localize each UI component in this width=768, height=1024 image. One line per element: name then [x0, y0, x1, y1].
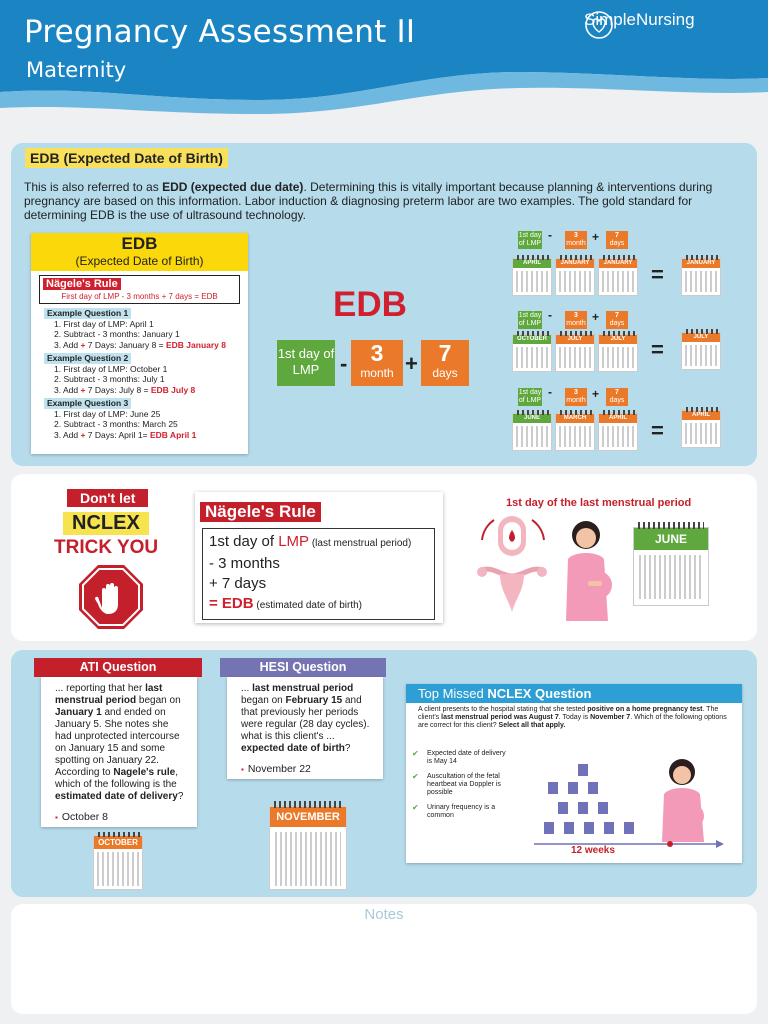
calendar-month: OCTOBER	[94, 836, 142, 849]
dont-let-label: Don't let	[67, 489, 148, 507]
formula-lmp-box: 1st day of LMP	[277, 340, 335, 386]
timeline-arrow	[534, 836, 724, 852]
example-question-1	[44, 308, 248, 350]
calendar	[512, 334, 552, 372]
formula-plus: +	[405, 351, 418, 376]
october-calendar	[93, 835, 143, 890]
calendar-result	[681, 258, 721, 296]
november-calendar	[269, 806, 347, 890]
ati-question-box	[41, 677, 197, 827]
example-line	[54, 430, 248, 441]
q-bold: November 7	[590, 714, 631, 721]
mini-three-num: 3	[574, 232, 578, 239]
q-bold: positive on a home pregnancy test	[587, 706, 703, 713]
formula-days-box	[421, 340, 469, 386]
q-text: ...	[241, 683, 253, 694]
mini-lmp: 1st day of LMP	[518, 312, 542, 327]
mini-three-num: 3	[574, 312, 578, 319]
option-item: ✔ Auscultation of the fetal heartbeat via Doppler is possible	[412, 773, 512, 797]
q-text: ... reporting that her	[55, 683, 146, 694]
page-subtitle: Maternity	[26, 58, 127, 82]
mini-three	[565, 388, 587, 406]
page-title: Pregnancy Assessment II	[24, 14, 416, 50]
top-missed-question	[406, 703, 742, 733]
edb-card-header	[31, 233, 248, 271]
example-text: 7 Days: January 8 =	[85, 339, 166, 350]
rule-line-3: + 7 days	[209, 575, 267, 592]
calendar-month: JULY	[682, 333, 720, 342]
rule-line-1	[209, 532, 428, 554]
rule-note: (estimated date of birth)	[253, 600, 362, 611]
q-text: and that previously her periods were regular (28 day cycles). what is this client's ...	[241, 695, 370, 742]
rule-text: 1st day of	[209, 533, 279, 550]
calendar-month: JUNE	[513, 414, 551, 423]
example-answer: EDB July 8	[150, 384, 196, 395]
ati-question-text	[55, 683, 185, 803]
intro-pre: This is also referred to as	[24, 180, 163, 194]
mini-three	[565, 311, 587, 329]
mini-month: month	[566, 320, 586, 327]
q-bold: estimated date of delivery	[55, 791, 178, 802]
mini-month: month	[566, 397, 586, 404]
q-bold: last menstrual period	[55, 683, 163, 706]
brand-logo	[584, 10, 695, 30]
nagele-rule-title: Nägele's Rule	[43, 278, 121, 290]
stop-hand-icon	[78, 564, 144, 630]
formula-minus: -	[340, 351, 348, 376]
q-text: began on	[136, 695, 181, 706]
calendar-month: NOVEMBER	[270, 807, 346, 827]
mini-minus: -	[548, 308, 552, 322]
mini-minus: -	[548, 228, 552, 242]
mini-seven-num: 7	[615, 389, 619, 396]
example-answer: EDB April 1	[149, 429, 197, 440]
ati-answer: ▪ October 8	[55, 811, 185, 824]
calendar-month: JANUARY	[682, 259, 720, 268]
calendar-month: APRIL	[513, 259, 551, 268]
calendar-result	[681, 410, 721, 448]
rule-edb: = EDB	[209, 595, 254, 612]
edb-formula-title: EDB	[333, 285, 407, 324]
example-text: 3. Add	[54, 429, 81, 440]
calendar	[598, 258, 638, 296]
nagele-rule-formula: First day of LMP - 3 months + 7 days = EDB	[61, 292, 218, 301]
example-line: 1. First day of LMP: April 1	[54, 318, 154, 329]
pregnant-woman-icon	[654, 752, 714, 844]
example-text: 3. Add	[54, 384, 81, 395]
formula-seven: 7	[438, 340, 452, 366]
pad-uterus-icon	[474, 512, 554, 624]
calendar-result	[681, 332, 721, 370]
edb-section-tag: EDB (Expected Date of Birth)	[25, 148, 228, 168]
mini-three	[565, 231, 587, 249]
q-text: . Which of the following options are correct for this client?	[418, 714, 727, 729]
example-label: Example Question 2	[44, 353, 131, 364]
calendar	[598, 413, 638, 451]
q-text: began on	[241, 695, 286, 706]
example-line	[54, 385, 248, 396]
example-question-3	[44, 398, 248, 440]
rule-lmp: LMP	[278, 533, 310, 550]
mini-seven	[606, 231, 628, 249]
mini-plus: +	[592, 230, 600, 244]
top-header-pre: Top Missed	[418, 686, 488, 701]
equals-sign: =	[651, 418, 664, 443]
q-bold: Select all that apply.	[498, 722, 566, 729]
trick-you-label: TRICK YOU	[54, 537, 159, 558]
example-text: 3. Add	[54, 339, 81, 350]
rule-note: (last menstrual period)	[309, 538, 412, 549]
intro-bold: EDD (expected due date)	[162, 180, 304, 194]
intro-post: . Determining this is vitally important because planning & interventions during pregnancy are based on this information. Labor induction & diagnosing preterm labor are two examples. The gold standard for determining EDB is the use of ultrasound technology.	[24, 180, 713, 222]
q-text: ?	[177, 791, 184, 802]
header	[0, 0, 768, 130]
edb-card-title: EDB	[121, 234, 158, 253]
q-bold: Nagele's rule	[113, 767, 176, 778]
calendar	[555, 258, 595, 296]
twelve-weeks-label: 12 weeks	[571, 845, 615, 856]
example-line	[54, 340, 248, 351]
calendar-month: MARCH	[556, 414, 594, 423]
example-text: 7 Days: July 8 =	[85, 384, 151, 395]
top-missed-nclex-card	[406, 684, 742, 863]
edb-intro-text	[24, 180, 744, 222]
mini-days: days	[609, 397, 625, 404]
mini-seven-num: 7	[615, 312, 619, 319]
nclex-label: NCLEX	[63, 512, 149, 535]
calendar-month: JUNE	[634, 528, 708, 550]
equals-sign: =	[651, 262, 664, 287]
q-bold: last menstrual period	[252, 683, 354, 694]
example-question-2	[44, 353, 248, 395]
calendar-month: JANUARY	[599, 259, 637, 268]
mini-days: days	[609, 320, 625, 327]
q-text: A client presents to the hospital stating that she tested	[418, 706, 588, 713]
edb-card	[31, 233, 248, 454]
plus-sign: +	[80, 384, 86, 395]
calendar-month: APRIL	[682, 411, 720, 420]
hesi-question-box	[227, 677, 383, 779]
nagele-rule-box	[39, 275, 240, 304]
heart-logo-icon	[584, 10, 614, 40]
top-header-bold: NCLEX Question	[487, 686, 592, 701]
example-label: Example Question 3	[44, 398, 131, 409]
q-bold: February 15	[285, 695, 343, 706]
mini-plus: +	[592, 310, 600, 324]
hesi-answer: ▪ November 22	[241, 763, 371, 776]
mini-plus: +	[592, 387, 600, 401]
example-line: 2. Subtract - 3 months: January 1	[54, 329, 180, 339]
option-item: ✔ Expected date of delivery is May 14	[412, 750, 512, 766]
calendar	[555, 334, 595, 372]
calendar	[512, 413, 552, 451]
example-line: 2. Subtract - 3 months: July 1	[54, 374, 165, 384]
brand-name: SimpleNursing	[584, 10, 695, 29]
example-answer: EDB January 8	[166, 339, 226, 350]
option-item: ✔ Urinary frequency is a common	[412, 804, 512, 820]
june-calendar	[633, 527, 709, 606]
top-missed-options	[412, 750, 512, 827]
ati-question-header: ATI Question	[34, 658, 202, 677]
calendar-month: OCTOBER	[513, 335, 551, 344]
rule-line-2: - 3 months	[209, 555, 280, 572]
calendar-month: APRIL	[599, 414, 637, 423]
notes-label: Notes	[364, 906, 404, 923]
calendar-month: JANUARY	[556, 259, 594, 268]
q-text: and ended on January 5. She notes she had unprotected intercourse on January 15 and some spotting on January 22. According to	[55, 707, 180, 778]
calendar-month: JULY	[556, 335, 594, 344]
q-text: . Today is	[558, 714, 591, 721]
mini-seven	[606, 388, 628, 406]
example-line: 1. First day of LMP: October 1	[54, 363, 168, 374]
formula-days: days	[432, 366, 458, 380]
rule-line-4	[209, 594, 428, 616]
nagele-rule-card	[195, 492, 443, 623]
formula-month: month	[360, 366, 394, 380]
calendar-month: JULY	[599, 335, 637, 344]
example-line: 2. Subtract - 3 months: March 25	[54, 419, 178, 429]
period-label: 1st day of the last menstrual period	[506, 497, 692, 509]
q-text: ?	[344, 743, 351, 754]
hesi-question-text	[241, 683, 371, 755]
formula-months-box	[351, 340, 403, 386]
example-line: 1. First day of LMP: June 25	[54, 408, 161, 419]
mini-month: month	[566, 240, 586, 247]
nagele-rule-card-body	[202, 528, 435, 620]
edb-card-subtitle: (Expected Date of Birth)	[75, 254, 204, 268]
mini-lmp: 1st day of LMP	[518, 232, 542, 247]
equals-sign: =	[651, 337, 664, 362]
plus-sign: +	[80, 429, 86, 440]
q-text: . The client's	[418, 706, 719, 721]
mini-seven-num: 7	[615, 232, 619, 239]
q-text: , which of the following is the	[55, 767, 179, 790]
q-bold: January 1	[55, 707, 102, 718]
mini-lmp: 1st day of LMP	[518, 389, 542, 404]
calendar	[555, 413, 595, 451]
q-bold: last menstrual period was August 7	[441, 714, 559, 721]
mini-minus: -	[548, 385, 552, 399]
formula-three: 3	[370, 340, 384, 366]
pregnant-woman-icon	[558, 513, 618, 623]
hesi-question-header: HESI Question	[220, 658, 386, 677]
mini-three-num: 3	[574, 389, 578, 396]
q-bold: expected date of birth	[241, 743, 345, 754]
example-text: 7 Days: April 1=	[85, 429, 150, 440]
nagele-rule-card-title: Nägele's Rule	[200, 502, 321, 522]
plus-sign: +	[80, 339, 86, 350]
mini-days: days	[609, 240, 625, 247]
calendar	[598, 334, 638, 372]
mini-seven	[606, 311, 628, 329]
top-missed-header	[406, 684, 742, 703]
calendar	[512, 258, 552, 296]
example-label: Example Question 1	[44, 308, 131, 319]
